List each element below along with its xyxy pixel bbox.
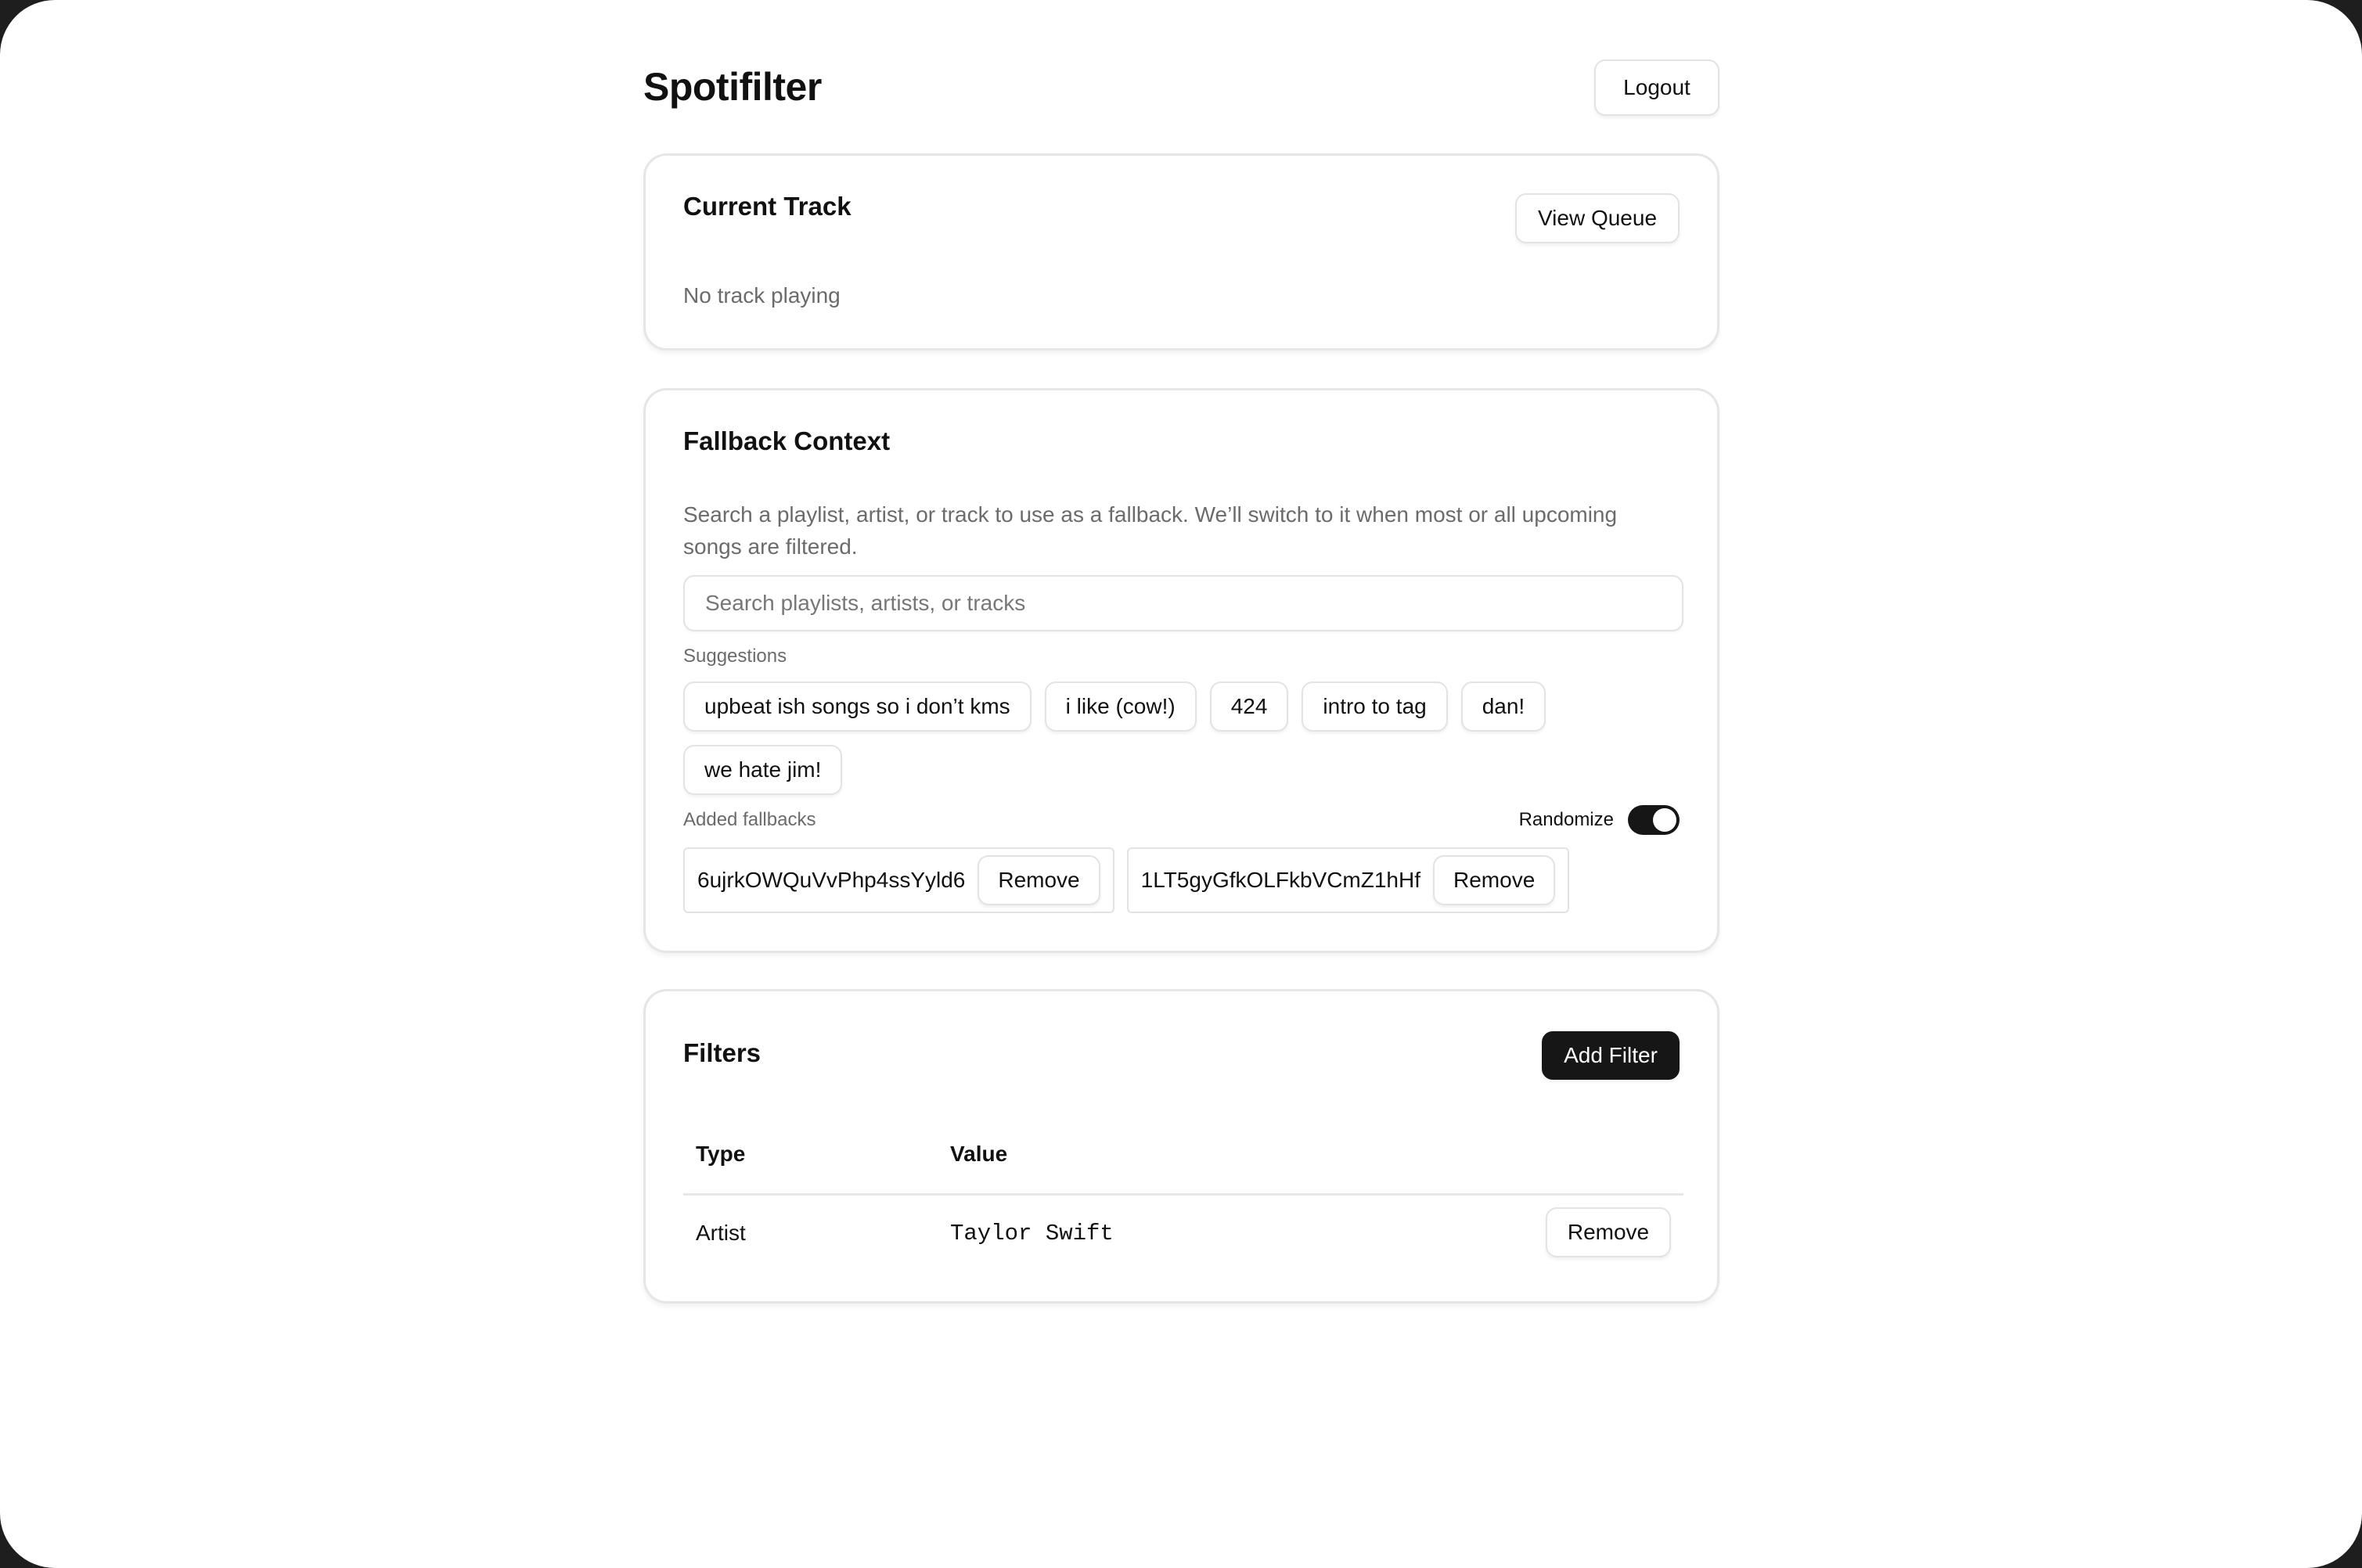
suggestion-chip[interactable]: intro to tag (1302, 682, 1447, 732)
suggestion-chip[interactable]: we hate jim! (683, 745, 842, 795)
logout-button[interactable]: Logout (1594, 59, 1719, 116)
suggestion-chips (683, 682, 1693, 795)
suggestion-chip[interactable]: 424 (1210, 682, 1289, 732)
header (643, 59, 1719, 116)
fallback-context-card (643, 388, 1719, 953)
randomize-toggle[interactable] (1628, 805, 1680, 835)
filters-table-header (683, 1142, 1683, 1196)
fallback-title: Fallback Context (683, 426, 891, 455)
filter-value: Taylor Swift (950, 1221, 1114, 1246)
fallback-item (683, 847, 1114, 913)
fallback-search-input[interactable] (683, 575, 1683, 631)
fallback-id: 1LT5gyGfkOLFkbVCmZ1hHf (1140, 868, 1420, 892)
add-filter-button[interactable]: Add Filter (1542, 1031, 1680, 1080)
remove-fallback-button[interactable]: Remove (1433, 855, 1555, 905)
column-header-type: Type (696, 1142, 746, 1166)
suggestion-chip[interactable]: i like (cow!) (1045, 682, 1197, 732)
filter-type: Artist (696, 1221, 746, 1245)
randomize-label: Randomize (1518, 809, 1614, 830)
fallback-description: Search a playlist, artist, or track to use as a fallback. We’ll switch to it when most or all upcoming songs are filtered. (683, 502, 1618, 559)
column-header-value: Value (950, 1142, 1008, 1166)
fallback-id: 6ujrkOWQuVvPhp4ssYyld6 (697, 868, 966, 892)
suggestion-chip[interactable]: upbeat ish songs so i don’t kms (683, 682, 1032, 732)
added-fallbacks-list (683, 847, 1569, 913)
randomize-control (1519, 805, 1680, 835)
suggestion-chip[interactable]: dan! (1461, 682, 1546, 732)
suggestions-label: Suggestions (683, 646, 787, 667)
remove-filter-button[interactable]: Remove (1546, 1207, 1671, 1257)
track-status: No track playing (683, 283, 841, 307)
fallback-item (1127, 847, 1570, 913)
filters-title: Filters (683, 1038, 762, 1067)
view-queue-button[interactable]: View Queue (1515, 193, 1680, 243)
added-fallbacks-label: Added fallbacks (683, 809, 816, 830)
remove-fallback-button[interactable]: Remove (978, 855, 1100, 905)
app-title: Spotifilter (643, 65, 822, 109)
current-track-card (643, 153, 1719, 351)
current-track-title: Current Track (683, 192, 852, 221)
toggle-knob (1653, 808, 1676, 832)
filters-card (643, 989, 1719, 1304)
filter-row (683, 1196, 1683, 1272)
